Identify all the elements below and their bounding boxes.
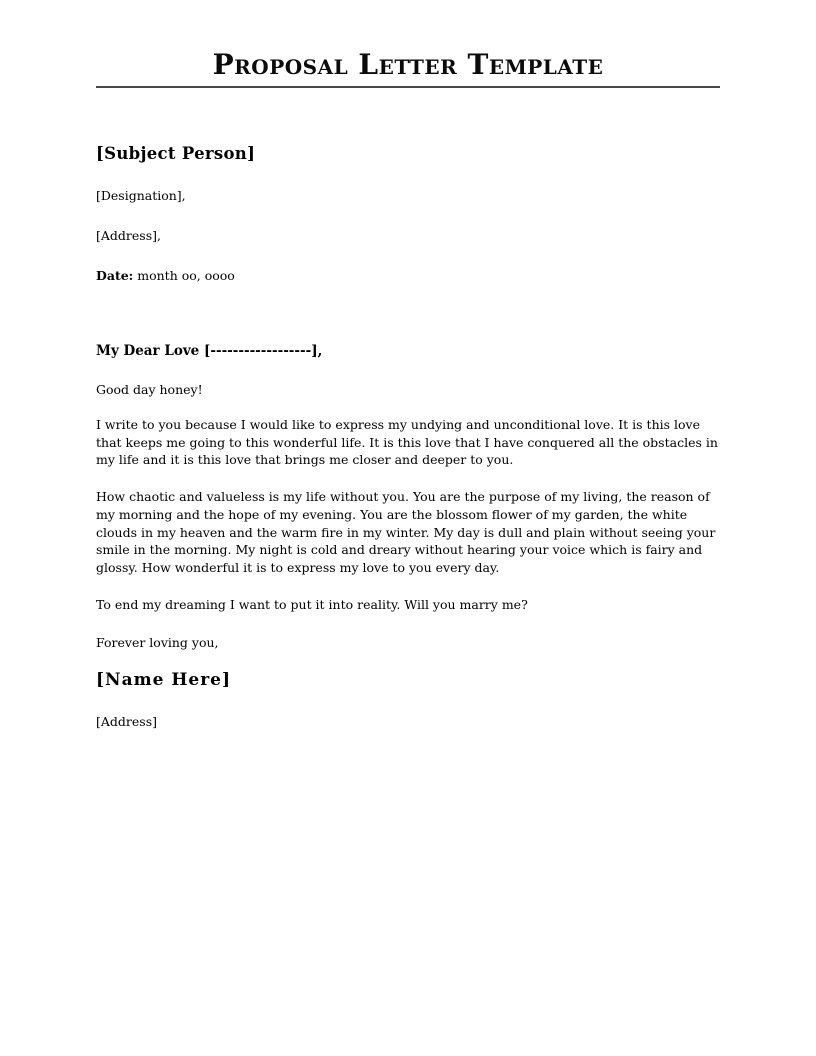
document-content	[0, 50, 816, 729]
letter-body	[96, 343, 720, 729]
signature-address: [Address]	[96, 713, 157, 729]
recipient-block	[96, 144, 720, 283]
closing: Forever loving you,	[96, 634, 219, 650]
recipient-date-line	[96, 268, 720, 283]
recipient-designation: [Designation],	[96, 187, 186, 203]
body-paragraph-2: How chaotic and valueless is my life without you. You are the purpose of my living, the reason of my morning and the hope of my evening. You are the blossom flower of my garden, the white clouds in my heaven and the warm fire in my winter. My day is dull and plain without seeing your smile in the morning. My night is cold and dreary without hearing your voice which is fairy and glossy. How wonderful it is to express my love to you every day.	[96, 489, 716, 576]
title-block	[96, 50, 720, 88]
body-paragraph-1: I write to you because I would like to express my undying and unconditional love. It is this love that keeps me going to this wonderful life. It is this love that I have conquered all the obstacles in my life and it is this love that brings me closer and deeper to you.	[96, 416, 718, 468]
salutation: My Dear Love [------------------],	[96, 342, 323, 359]
signature-name: [Name Here]	[96, 669, 232, 690]
recipient-subject-person: [Subject Person]	[96, 143, 256, 163]
body-paragraph-3: To end my dreaming I want to put it into reality. Will you marry me?	[96, 596, 528, 612]
page-title: Proposal Letter Template	[212, 48, 604, 81]
date-value: month oo, oooo	[133, 267, 235, 283]
recipient-address: [Address],	[96, 227, 161, 243]
date-label: Date:	[96, 267, 134, 283]
greeting: Good day honey!	[96, 381, 203, 397]
